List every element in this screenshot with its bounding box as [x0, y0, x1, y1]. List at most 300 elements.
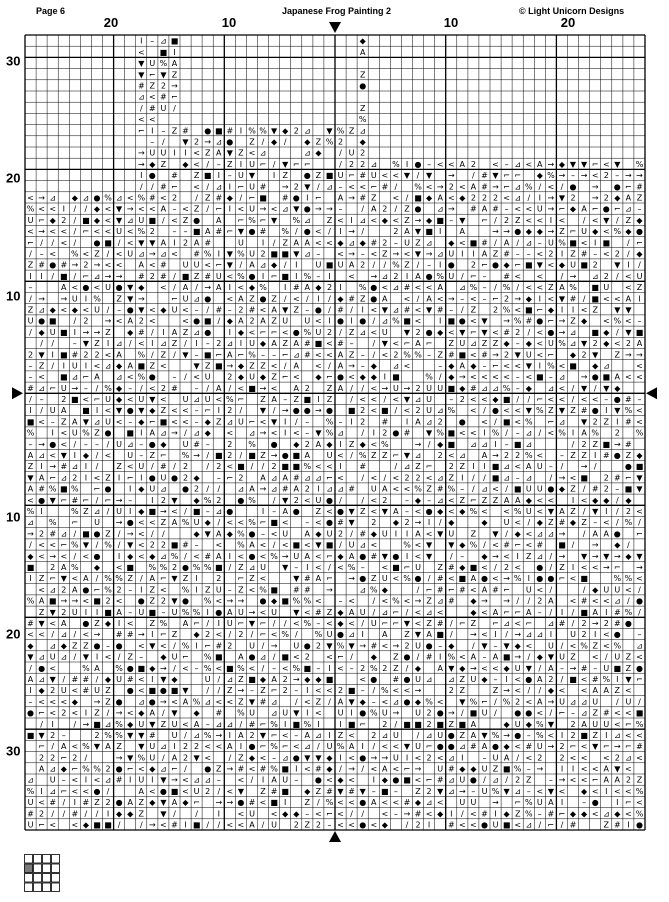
stitch-symbol: I: [228, 182, 231, 192]
stitch-symbol: Z: [492, 686, 499, 696]
stitch-symbol: <: [137, 764, 145, 774]
stitch-symbol: <: [392, 215, 400, 225]
stitch-symbol: ◆: [237, 372, 244, 382]
stitch-symbol: /: [571, 383, 575, 393]
stitch-symbol: <: [182, 775, 189, 785]
stitch-symbol: <: [525, 641, 533, 651]
stitch-symbol: ◆: [603, 495, 610, 505]
stitch-symbol: /: [117, 529, 121, 539]
stitch-symbol: %: [248, 518, 256, 528]
stitch-symbol: ◆: [503, 339, 510, 349]
stitch-symbol: –: [327, 820, 332, 830]
stitch-symbol: /: [106, 708, 110, 718]
stitch-symbol: %: [358, 283, 367, 293]
stitch-symbol: –: [305, 305, 310, 315]
stitch-symbol: ▼: [127, 283, 134, 293]
stitch-symbol: ◆: [481, 518, 488, 528]
stitch-symbol: ⌐: [303, 159, 311, 169]
stitch-symbol: %: [303, 271, 312, 281]
stitch-symbol: U: [481, 764, 488, 774]
stitch-symbol: ▼: [359, 786, 366, 796]
stitch-symbol: ▼: [592, 350, 599, 360]
stitch-symbol: A: [282, 473, 288, 483]
stitch-symbol: 2: [548, 675, 554, 684]
stitch-symbol: →: [49, 551, 57, 561]
stitch-symbol: ⌐: [514, 798, 522, 808]
stitch-symbol: ◆: [304, 137, 311, 147]
stitch-symbol: ●: [492, 260, 499, 270]
stitch-symbol: %: [237, 249, 245, 259]
stitch-symbol: #: [613, 473, 621, 483]
stitch-symbol: /: [372, 607, 376, 617]
stitch-symbol: <: [315, 518, 322, 528]
stitch-symbol: <: [215, 663, 223, 673]
stitch-symbol: #: [38, 260, 45, 270]
stitch-symbol: U: [315, 260, 322, 270]
stitch-symbol: ⌐: [237, 182, 245, 192]
stitch-symbol: ●: [536, 563, 544, 572]
stitch-symbol: I: [350, 316, 353, 326]
stitch-symbol: <: [392, 686, 400, 696]
stitch-symbol: ◆: [614, 193, 621, 203]
stitch-symbol: ⊿: [636, 641, 643, 651]
stitch-symbol: <: [481, 663, 488, 673]
stitch-symbol: <: [591, 809, 599, 819]
stitch-symbol: ●: [193, 316, 201, 326]
stitch-symbol: →: [115, 753, 123, 763]
stitch-symbol: ■: [71, 395, 79, 404]
stitch-symbol: <: [602, 596, 610, 606]
stitch-symbol: ⌐: [237, 350, 245, 360]
stitch-symbol: ⊿: [193, 428, 200, 438]
stitch-symbol: U: [138, 775, 145, 785]
stitch-symbol: /: [117, 238, 121, 248]
stitch-symbol: #: [625, 439, 632, 449]
stitch-symbol: %: [115, 574, 123, 584]
stitch-symbol: A: [304, 551, 311, 561]
stitch-symbol: <: [315, 316, 322, 326]
stitch-symbol: 2: [415, 327, 421, 337]
stitch-symbol: Z: [304, 798, 311, 808]
stitch-symbol: I: [339, 753, 342, 763]
stitch-symbol: ▼: [27, 652, 34, 662]
stitch-symbol: ■: [281, 764, 289, 774]
stitch-symbol: <: [337, 798, 344, 808]
stitch-symbol: ■: [48, 596, 57, 606]
stitch-symbol: ■: [414, 193, 422, 203]
stitch-symbol: <: [126, 227, 134, 237]
stitch-symbol: <: [126, 462, 134, 472]
stitch-symbol: <: [259, 798, 267, 808]
pattern-title: Japanese Frog Painting 2: [282, 6, 392, 16]
stitch-symbol: I: [73, 451, 76, 460]
stitch-symbol: ■: [436, 215, 444, 225]
stitch-symbol: ●: [536, 316, 544, 326]
stitch-symbol: A: [603, 686, 610, 696]
stitch-symbol: –: [28, 283, 33, 293]
stitch-symbol: →: [270, 641, 278, 651]
stitch-symbol: I: [439, 652, 442, 662]
stitch-symbol: #: [425, 652, 433, 662]
stitch-symbol: ▼: [437, 529, 444, 539]
stitch-symbol: I: [140, 428, 143, 438]
stitch-symbol: –: [548, 462, 553, 472]
stitch-symbol: #: [348, 294, 355, 304]
stitch-symbol: %: [469, 697, 478, 707]
stitch-symbol: ◆: [93, 215, 101, 225]
stitch-symbol: <: [93, 283, 101, 293]
stitch-symbol: U: [27, 316, 34, 326]
stitch-symbol: ●: [591, 406, 599, 416]
stitch-symbol: ▼: [248, 171, 256, 181]
stitch-symbol: I: [483, 462, 486, 472]
stitch-symbol: /: [206, 204, 210, 214]
stitch-symbol: /: [494, 215, 497, 225]
stitch-symbol: –: [504, 439, 509, 449]
stitch-symbol: 2: [61, 395, 67, 404]
stitch-symbol: 2: [282, 675, 288, 684]
stitch-symbol: Z: [105, 686, 111, 696]
stitch-symbol: /: [51, 339, 55, 349]
stitch-symbol: ●: [425, 507, 433, 516]
stitch-symbol: I: [129, 507, 132, 516]
stitch-symbol: A: [193, 238, 200, 248]
stitch-symbol: ■: [602, 439, 611, 449]
stitch-symbol: ⌐: [514, 607, 522, 617]
stitch-symbol: 2: [293, 182, 299, 192]
stitch-symbol: ⊿: [436, 406, 444, 416]
stitch-symbol: U: [514, 719, 521, 729]
stitch-symbol: /: [62, 675, 66, 684]
stitch-symbol: A: [548, 663, 554, 673]
stitch-symbol: I: [461, 753, 464, 763]
stitch-symbol: Z: [348, 327, 355, 337]
stitch-symbol: ■: [60, 271, 68, 281]
stitch-symbol: 2: [182, 462, 189, 472]
stitch-symbol: /: [84, 809, 88, 819]
stitch-symbol: I: [594, 238, 597, 248]
stitch-symbol: U: [182, 260, 189, 270]
stitch-symbol: <: [403, 484, 411, 494]
stitch-symbol: A: [216, 383, 222, 393]
stitch-symbol: %: [580, 641, 588, 651]
stitch-symbol: ●: [171, 473, 178, 483]
stitch-symbol: <: [525, 529, 533, 539]
stitch-symbol: –: [294, 775, 299, 785]
stitch-symbol: ●: [403, 652, 411, 662]
stitch-symbol: Z: [238, 563, 244, 572]
stitch-symbol: ■: [93, 719, 101, 729]
stitch-symbol: A: [492, 607, 499, 617]
stitch-symbol: ■: [26, 731, 35, 740]
stitch-symbol: ●: [359, 574, 367, 584]
stitch-symbol: <: [93, 361, 101, 371]
stitch-symbol: ⊿: [315, 473, 322, 483]
stitch-symbol: ⊿: [115, 339, 123, 349]
stitch-symbol: /: [95, 495, 99, 505]
stitch-symbol: I: [284, 428, 287, 438]
stitch-symbol: –: [515, 339, 520, 349]
stitch-symbol: ◆: [569, 518, 577, 528]
stitch-symbol: #: [292, 283, 300, 293]
stitch-symbol: %: [104, 193, 112, 203]
stitch-symbol: A: [238, 731, 244, 740]
stitch-symbol: ⌐: [259, 215, 267, 225]
stitch-symbol: ■: [624, 484, 633, 494]
stitch-symbol: →: [569, 663, 577, 673]
stitch-symbol: I: [571, 305, 575, 315]
stitch-symbol: /: [272, 652, 276, 662]
stitch-symbol: <: [580, 764, 588, 774]
stitch-symbol: ●: [126, 406, 134, 416]
stitch-symbol: ◆: [459, 540, 466, 550]
stitch-symbol: <: [436, 697, 444, 707]
stitch-symbol: 2: [492, 305, 499, 315]
stitch-symbol: /: [638, 260, 641, 270]
stitch-symbol: ●: [204, 294, 212, 304]
stitch-symbol: Z: [326, 383, 333, 393]
stitch-symbol: /: [29, 249, 32, 259]
stitch-symbol: %: [569, 283, 577, 293]
stitch-symbol: U: [470, 675, 477, 684]
stitch-symbol: %: [325, 428, 334, 438]
stitch-symbol: Z: [636, 193, 643, 203]
stitch-symbol: /: [73, 316, 77, 326]
stitch-symbol: ⊿: [160, 36, 167, 46]
stitch-symbol: ⊿: [160, 742, 167, 752]
stitch-symbol: ⊿: [359, 585, 367, 595]
stitch-symbol: U: [437, 383, 444, 393]
stitch-symbol: 2: [393, 271, 399, 281]
stitch-symbol: ⌐: [160, 574, 167, 584]
stitch-symbol: ▼: [614, 305, 621, 315]
stitch-symbol: ⌐: [126, 764, 134, 774]
stitch-symbol: /: [460, 708, 464, 718]
stitch-symbol: –: [515, 372, 520, 382]
stitch-symbol: A: [315, 439, 322, 449]
stitch-symbol: U: [138, 215, 145, 225]
stitch-symbol: /: [361, 227, 365, 237]
stitch-symbol: U: [536, 742, 543, 752]
stitch-symbol: ⌐: [503, 585, 510, 595]
stitch-symbol: I: [439, 227, 442, 237]
stitch-symbol: ●: [337, 630, 344, 640]
stitch-symbol: Z: [260, 361, 266, 371]
stitch-symbol: <: [536, 585, 544, 595]
stitch-symbol: →: [569, 271, 577, 281]
stitch-symbol: <: [248, 327, 256, 337]
stitch-symbol: #: [160, 271, 167, 281]
stitch-symbol: A: [204, 227, 211, 237]
stitch-symbol: <: [403, 249, 411, 259]
stitch-symbol: I: [295, 271, 298, 281]
stitch-symbol: U: [547, 339, 554, 349]
stitch-symbol: /: [339, 148, 342, 158]
stitch-symbol: /: [206, 182, 210, 192]
stitch-symbol: <: [414, 305, 422, 315]
stitch-symbol: <: [259, 607, 267, 617]
stitch-symbol: I: [538, 294, 541, 304]
stitch-symbol: /: [582, 294, 586, 304]
stitch-symbol: ◆: [282, 809, 289, 819]
stitch-symbol: ◆: [414, 697, 422, 707]
stitch-symbol: <: [525, 372, 533, 382]
stitch-symbol: ⌐: [392, 607, 400, 617]
stitch-symbol: ◆: [448, 361, 455, 371]
stitch-symbol: →: [547, 697, 555, 707]
stitch-symbol: <: [514, 305, 522, 315]
stitch-symbol: 2: [581, 350, 587, 360]
stitch-symbol: ⌐: [38, 708, 45, 718]
stitch-symbol: <: [414, 540, 422, 550]
stitch-symbol: ◆: [116, 809, 123, 819]
stitch-symbol: <: [148, 316, 156, 326]
stitch-symbol: U: [603, 663, 610, 673]
stitch-symbol: <: [226, 786, 234, 796]
stitch-symbol: I: [560, 607, 564, 617]
stitch-symbol: #: [381, 417, 389, 427]
stitch-symbol: %: [547, 171, 555, 181]
stitch-symbol: ■: [569, 361, 577, 371]
stitch-symbol: ■: [347, 719, 356, 729]
stitch-symbol: →: [115, 495, 123, 505]
stitch-symbol: ■: [237, 462, 245, 472]
stitch-symbol: 2: [415, 406, 421, 416]
stitch-symbol: ⌐: [481, 215, 488, 225]
stitch-symbol: /: [638, 607, 641, 617]
stitch-symbol: ▼: [414, 630, 422, 640]
stitch-symbol: /: [527, 596, 531, 606]
stitch-symbol: –: [294, 731, 299, 740]
stitch-symbol: %: [425, 697, 433, 707]
stitch-symbol: <: [115, 563, 123, 572]
stitch-symbol: ⌐: [259, 518, 267, 528]
stitch-symbol: %: [524, 451, 533, 460]
stitch-symbol: ■: [281, 249, 289, 259]
stitch-symbol: I: [328, 271, 331, 281]
stitch-symbol: –: [305, 417, 310, 427]
stitch-symbol: ⊿: [514, 159, 522, 169]
stitch-symbol: ■: [325, 540, 334, 550]
stitch-symbol: ⊿: [403, 462, 411, 472]
stitch-symbol: <: [270, 809, 278, 819]
stitch-symbol: ■: [580, 607, 588, 617]
stitch-symbol: /: [173, 283, 176, 293]
stitch-symbol: ▼: [326, 126, 333, 136]
stitch-symbol: <: [193, 182, 200, 192]
stitch-symbol: Z: [105, 529, 111, 539]
stitch-symbol: I: [350, 417, 353, 427]
stitch-symbol: U: [481, 708, 488, 718]
stitch-symbol: ⊿: [414, 395, 422, 404]
stitch-symbol: /: [438, 518, 442, 528]
stitch-symbol: %: [513, 764, 522, 774]
stitch-symbol: ⌐: [492, 294, 499, 304]
stitch-symbol: #: [115, 630, 123, 640]
stitch-symbol: ▼: [403, 451, 411, 460]
stitch-symbol: I: [239, 159, 243, 169]
stitch-symbol: ⌐: [458, 619, 466, 628]
stitch-symbol: ●: [82, 283, 90, 293]
stitch-symbol: –: [316, 271, 321, 281]
stitch-symbol: ⊿: [60, 473, 68, 483]
stitch-symbol: %: [469, 283, 478, 293]
stitch-symbol: I: [560, 305, 564, 315]
stitch-symbol: –: [338, 204, 343, 214]
stitch-symbol: <: [148, 518, 156, 528]
stitch-symbol: ▼: [581, 159, 588, 169]
stitch-symbol: ⌐: [71, 518, 79, 528]
stitch-symbol: #: [580, 663, 588, 673]
stitch-symbol: #: [303, 339, 311, 349]
stitch-symbol: ●: [403, 675, 411, 684]
stitch-symbol: ■: [314, 339, 323, 349]
stitch-symbol: U: [415, 641, 421, 651]
stitch-symbol: ▼: [304, 182, 311, 192]
stitch-symbol: ●: [359, 316, 367, 326]
stitch-symbol: ■: [403, 719, 411, 729]
stitch-symbol: →: [348, 193, 355, 203]
stitch-symbol: A: [249, 260, 255, 270]
stitch-symbol: <: [60, 551, 68, 561]
stitch-symbol: 2: [548, 249, 554, 259]
stitch-symbol: /: [593, 462, 597, 472]
stitch-symbol: Z: [249, 294, 255, 304]
stitch-symbol: /: [350, 383, 353, 393]
stitch-symbol: ▼: [82, 540, 89, 550]
stitch-symbol: Z: [249, 361, 255, 371]
stitch-symbol: <: [436, 753, 444, 763]
stitch-symbol: Z: [348, 439, 355, 449]
stitch-symbol: Z: [138, 809, 145, 819]
stitch-symbol: I: [129, 775, 132, 785]
stitch-symbol: <: [514, 686, 522, 696]
stitch-symbol: Z: [371, 451, 377, 460]
stitch-symbol: A: [293, 484, 300, 494]
stitch-symbol: I: [549, 215, 553, 225]
stitch-symbol: Z: [514, 215, 521, 225]
stitch-symbol: <: [303, 607, 311, 617]
stitch-symbol: ◆: [127, 719, 134, 729]
stitch-symbol: →: [514, 652, 522, 662]
stitch-symbol: <: [636, 574, 643, 584]
stitch-symbol: /: [560, 271, 564, 281]
stitch-symbol: ▼: [459, 697, 466, 707]
stitch-symbol: A: [138, 786, 145, 796]
stitch-symbol: –: [305, 428, 310, 438]
stitch-symbol: →: [226, 764, 234, 774]
stitch-symbol: %: [259, 585, 267, 595]
stitch-symbol: ▼: [315, 428, 322, 438]
stitch-symbol: ■: [281, 652, 289, 662]
stitch-symbol: I: [427, 820, 431, 830]
stitch-symbol: ▼: [558, 193, 566, 203]
stitch-symbol: 2: [182, 742, 189, 752]
stitch-symbol: A: [348, 607, 355, 617]
stitch-symbol: #: [403, 428, 411, 438]
stitch-symbol: <: [104, 260, 112, 270]
stitch-symbol: ◆: [315, 283, 322, 293]
stitch-symbol: U: [337, 171, 344, 181]
stitch-symbol: ⌐: [281, 742, 289, 752]
stitch-symbol: I: [261, 238, 265, 248]
stitch-symbol: #: [503, 249, 510, 259]
stitch-symbol: <: [370, 507, 378, 516]
stitch-symbol: →: [259, 204, 267, 214]
stitch-symbol: <: [625, 708, 632, 718]
stitch-symbol: ▼: [337, 786, 344, 796]
stitch-symbol: #: [27, 619, 34, 628]
